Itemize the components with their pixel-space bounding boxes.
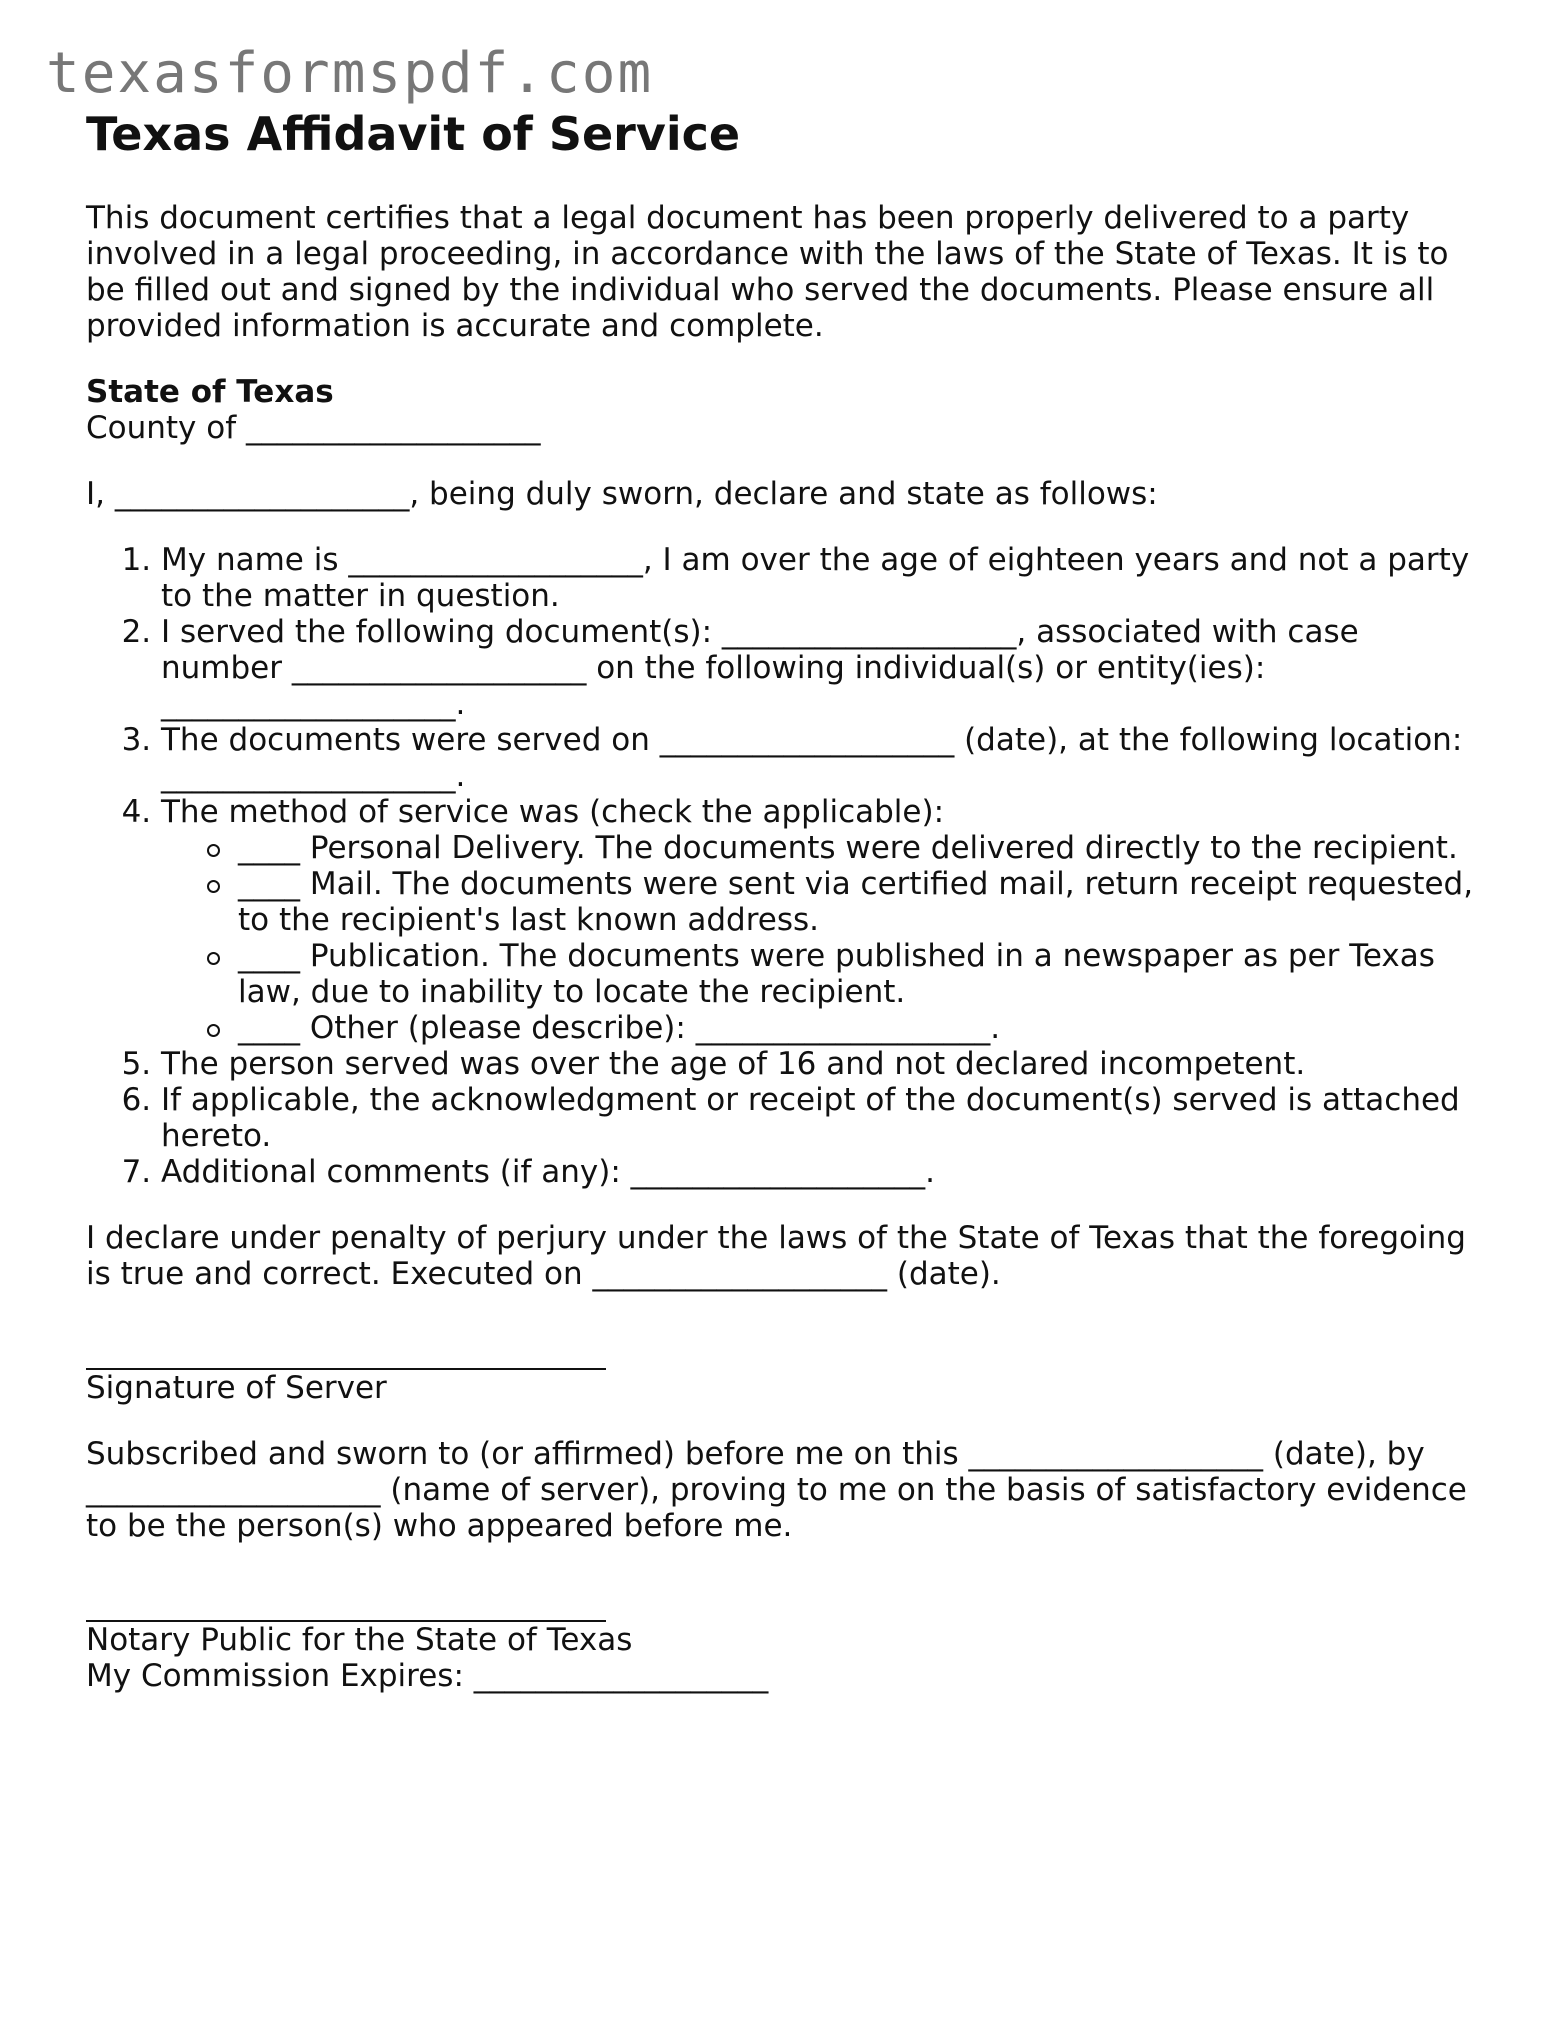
watermark: texasformspdf.com xyxy=(46,41,654,106)
penalty-statement: I declare under penalty of perjury under the laws of the State of Texas that the foregoing is true and correct. Executed on ___________________ (date). xyxy=(86,1220,1466,1292)
method-other: ____ Other (please describe): ___________________. xyxy=(238,1010,1486,1046)
state-heading: State of Texas xyxy=(86,374,334,410)
method-personal-delivery: ____ Personal Delivery. The documents were delivered directly to the recipient. xyxy=(238,830,1486,866)
list-item: 2. I served the following document(s): ___________________, associated with case number ___________________ on the following individual(s) or entity(ies): ___________________. xyxy=(161,614,1486,722)
method-heading: The method of service was (check the applicable): xyxy=(161,794,945,830)
service-methods-list xyxy=(161,830,1486,1046)
notary-statement: Subscribed and sworn to (or affirmed) before me on this ___________________ (date), by ___________________ (name of server), proving to me on the basis of satisfactory evidence to be the person(s) who appeared before me. xyxy=(86,1436,1467,1544)
declaration-list xyxy=(86,542,1486,1190)
page-title: Texas Affidavit of Service xyxy=(86,107,741,161)
county-line: County of ___________________ xyxy=(86,410,541,446)
notary-caption: Notary Public for the State of Texas xyxy=(86,1622,633,1658)
list-item xyxy=(161,794,1486,1046)
notary-signature-line xyxy=(86,1590,606,1622)
list-item: 5. The person served was over the age of 16 and not declared incompetent. xyxy=(161,1046,1486,1082)
affidavit-document xyxy=(86,106,1486,1694)
server-signature-caption: Signature of Server xyxy=(86,1370,387,1406)
list-item: 7. Additional comments (if any): ___________________. xyxy=(161,1154,1486,1190)
list-item: 6. If applicable, the acknowledgment or receipt of the document(s) served is attached hereto. xyxy=(161,1082,1486,1154)
list-item: 1. My name is ___________________, I am over the age of eighteen years and not a party to the matter in question. xyxy=(161,542,1486,614)
method-publication: ____ Publication. The documents were published in a newspaper as per Texas law, due to inability to locate the recipient. xyxy=(238,938,1486,1010)
method-mail: ____ Mail. The documents were sent via certified mail, return receipt requested, to the recipient's last known address. xyxy=(238,866,1486,938)
server-signature-line xyxy=(86,1338,606,1370)
list-item: 3. The documents were served on ___________________ (date), at the following location: ___________________. xyxy=(161,722,1486,794)
commission-line: My Commission Expires: ___________________ xyxy=(86,1658,769,1694)
declaration-intro: I, ___________________, being duly sworn, declare and state as follows: xyxy=(86,476,1158,512)
intro-paragraph: This document certifies that a legal document has been properly delivered to a party involved in a legal proceeding, in accordance with the laws of the State of Texas. It is to be filled out and signed by the individual who served the documents. Please ensure all provided information is accurate and complete. xyxy=(86,200,1449,344)
